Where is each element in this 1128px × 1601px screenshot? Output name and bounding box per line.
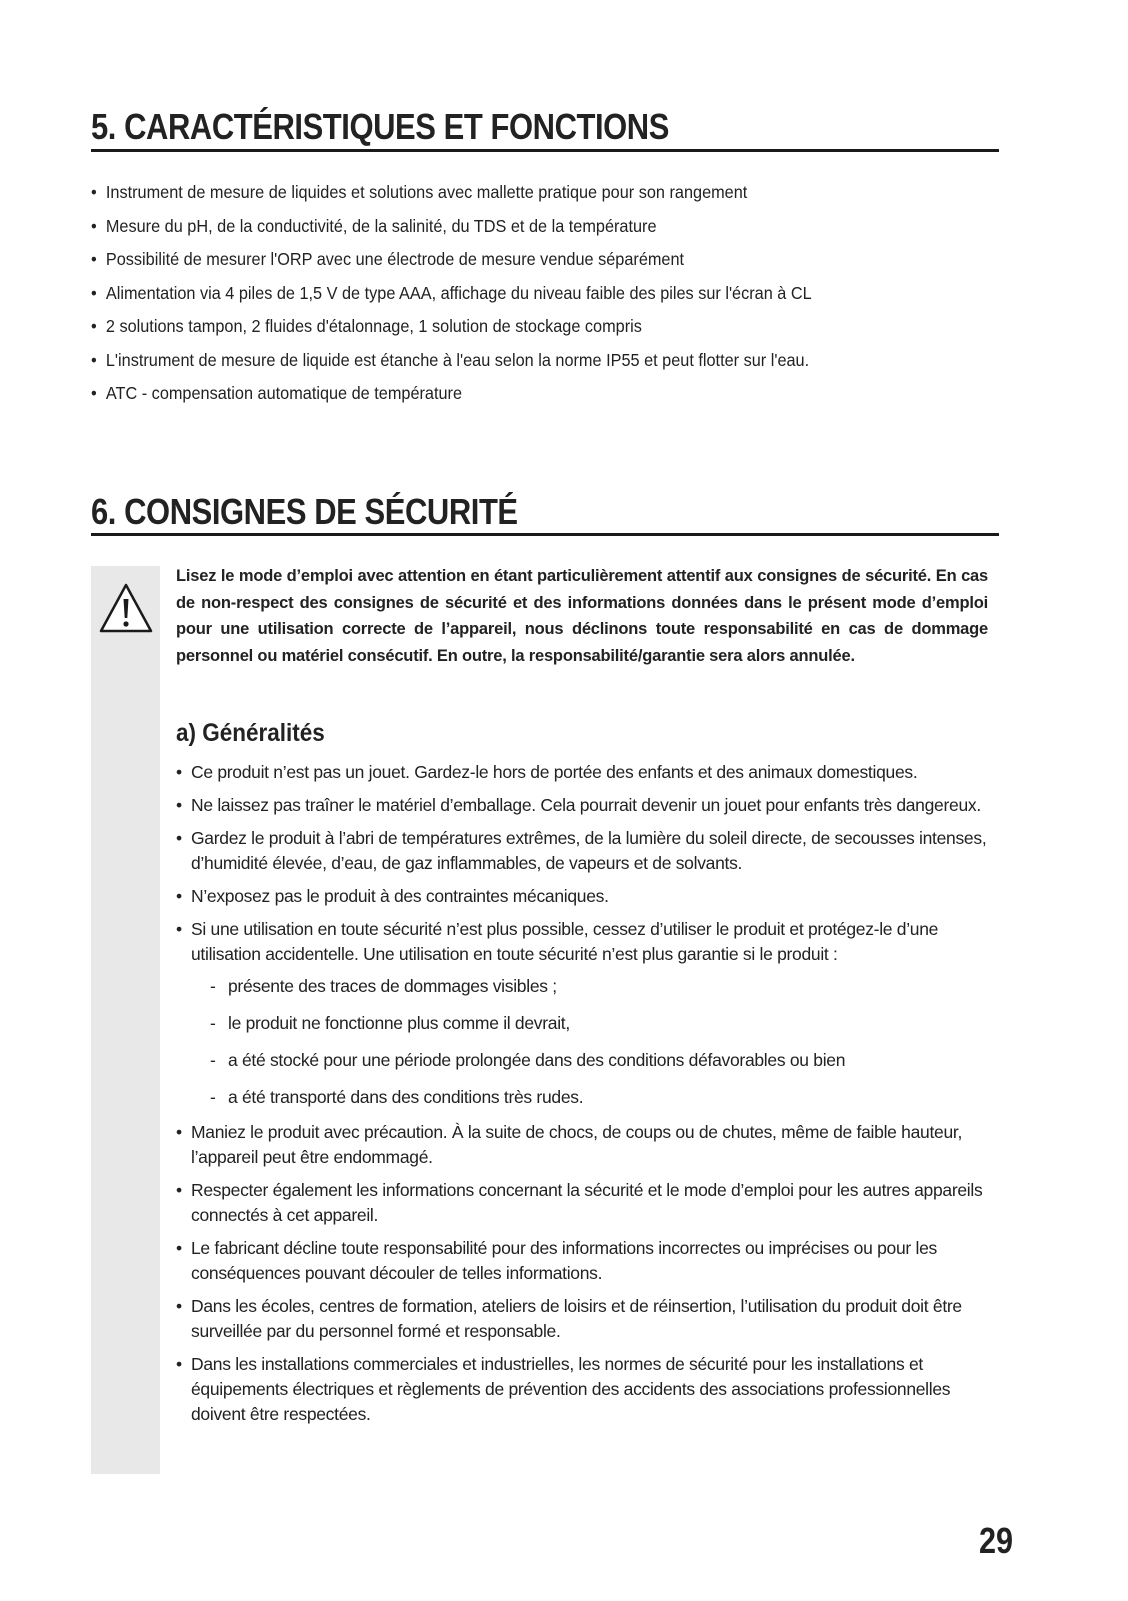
bullet: • [176,1180,182,1200]
list-item-text: Le fabricant décline toute responsabilité pour des informations incorrectes ou imprécises ou pour les conséquences pouvant découler de telles informations. [191,1238,937,1283]
list-item [91,247,928,271]
bullet: • [176,1296,182,1316]
list-item-text: Dans les installations commerciales et industrielles, les normes de sécurité pour les installations et équipements électriques et règlements de prévention des accidents des associations professionnelles doivent être respectées. [191,1354,951,1424]
list-item [176,1236,991,1286]
bullet: • [176,828,182,848]
bullet: • [91,215,97,236]
list-item-text: L'instrument de mesure de liquide est étanche à l'eau selon la norme IP55 et peut flotter sur l'eau. [105,349,810,370]
sub-list-item-text: le produit ne fonctionne plus comme il devrait, [228,1013,570,1033]
sub-list-item [191,974,991,999]
sub-list-item-text: présente des traces de dommages visibles ; [228,976,557,996]
dash: - [210,1013,216,1033]
dash: - [210,1050,216,1070]
bullet: • [91,182,97,202]
list-item [176,884,991,909]
section-5-title: 5. CARACTÉRISTIQUES ET FONCTIONS [91,106,669,147]
section-6-rule [91,533,999,536]
list-item-text: Alimentation via 4 piles de 1,5 V de type AAA, affichage du niveau faible des piles sur l'écran à CL [105,282,812,303]
bullet: • [91,349,97,370]
sub-list-item-text: a été stocké pour une période prolongée dans des conditions défavorables ou bien [228,1050,846,1070]
damage-conditions-list [191,974,991,1110]
list-item [176,1294,991,1344]
list-item-text: Si une utilisation en toute sécurité n’est plus possible, cessez d’utiliser le produit et protégez-le d’une utilisation accidentelle. Une utilisation en toute sécurité n’est plus garantie si le produit : [191,919,939,964]
bullet: • [176,1354,182,1374]
list-item [91,314,928,338]
general-safety-list [176,760,991,1435]
list-item-text: Ne laissez pas traîner le matériel d’emballage. Cela pourrait devenir un jouet pour enfants très dangereux. [191,795,981,815]
bullet: • [176,1238,182,1258]
list-item [176,793,991,818]
section-5-rule [91,149,999,152]
bullet: • [91,316,97,336]
list-item [91,281,928,305]
bullet: • [176,886,182,906]
sub-list-item [191,1011,991,1036]
sub-list-item [191,1048,991,1073]
safety-intro-text: Lisez le mode d’emploi avec attention en étant particulièrement attentif aux consignes de sécurité. En cas de non-respect des consignes de sécurité et des informations données dans le présent mode d’emploi pour une utilisation correcte de l’appareil, nous déclinons toute responsabilité en cas de dommage personnel ou matériel consécutif. En outre, la responsabilité/garantie sera alors annulée. [176,567,988,665]
list-item [176,1178,991,1228]
list-item-text: ATC - compensation automatique de température [105,383,463,403]
list-item-text: Mesure du pH, de la conductivité, de la salinité, du TDS et de la température [105,215,657,236]
list-item-text: Possibilité de mesurer l'ORP avec une électrode de mesure vendue séparément [105,249,685,269]
list-item-text: Instrument de mesure de liquides et solutions avec mallette pratique pour son rangement [105,182,748,202]
list-item-text: Respecter également les informations concernant la sécurité et le mode d’emploi pour les autres appareils connectés à cet appareil. [191,1180,983,1225]
list-item-text: N’exposez pas le produit à des contraintes mécaniques. [191,886,609,906]
dash: - [210,976,216,996]
features-list [91,180,991,415]
subsection-a-title: a) Généralités [176,719,325,747]
sub-list-item [191,1085,991,1110]
bullet: • [176,1122,182,1142]
bullet: • [91,249,97,269]
dash: - [210,1087,216,1107]
bullet: • [91,383,97,403]
list-item [176,917,991,1110]
page-number: 29 [979,1520,1014,1561]
list-item-text: Ce produit n’est pas un jouet. Gardez-le hors de portée des enfants et des animaux domestiques. [191,762,918,782]
list-item-text: Gardez le produit à l’abri de températures extrêmes, de la lumière du soleil directe, de secousses intenses, d’humidité élevée, d’eau, de gaz inflammables, de vapeurs et de solvants. [191,828,987,873]
list-item [176,1352,991,1427]
list-item-text: Dans les écoles, centres de formation, ateliers de loisirs et de réinsertion, l’utilisation du produit doit être surveillée par du personnel formé et responsable. [191,1296,962,1341]
bullet: • [176,762,182,782]
list-item [176,826,991,876]
warning-triangle-icon [98,582,154,634]
list-item [176,1120,991,1170]
list-item [91,180,928,204]
warning-sidebar [91,566,160,1474]
sub-list-item-text: a été transporté dans des conditions très rudes. [228,1087,584,1107]
bullet: • [91,282,97,303]
bullet: • [176,919,182,939]
list-item [91,348,928,372]
section-6-title: 6. CONSIGNES DE SÉCURITÉ [91,491,518,532]
bullet: • [176,795,182,815]
list-item [91,214,928,238]
list-item [91,381,928,405]
list-item [176,760,991,785]
list-item-text: 2 solutions tampon, 2 fluides d'étalonnage, 1 solution de stockage compris [105,316,642,336]
list-item-text: Maniez le produit avec précaution. À la suite de chocs, de coups ou de chutes, même de faible hauteur, l’appareil peut être endommagé. [191,1122,963,1167]
